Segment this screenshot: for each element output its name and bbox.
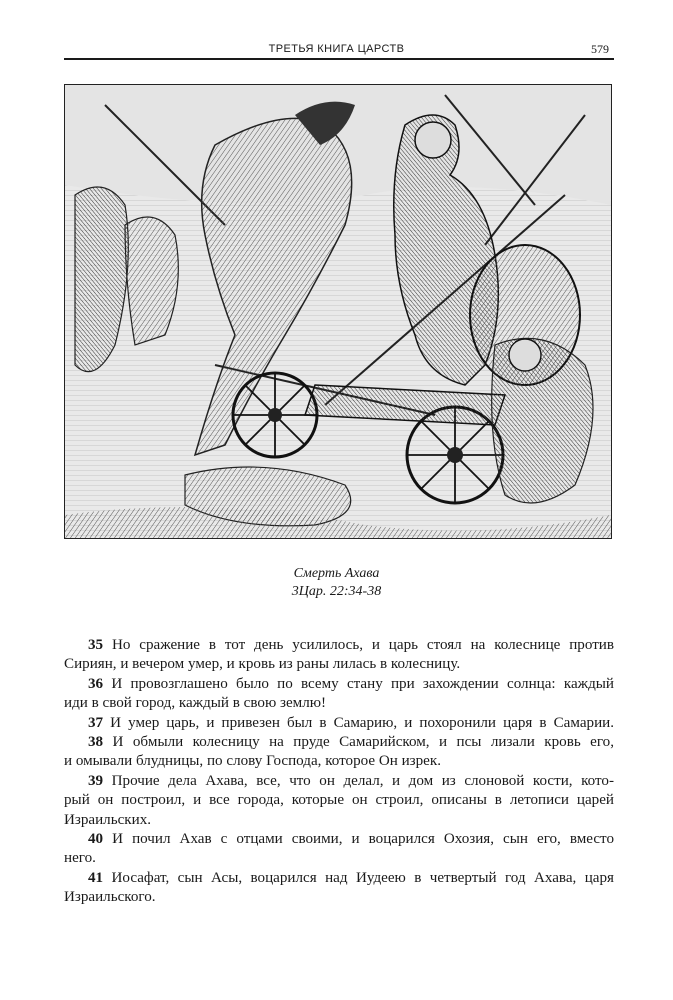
verse-number: 37 <box>88 714 104 731</box>
verse-line: 38 И обмыли колесницу на пруде Самарийском, и псы лизали кровь его, <box>88 734 614 751</box>
verse-line: Израильского. <box>64 889 156 906</box>
running-header-title: ТРЕТЬЯ КНИГА ЦАРСТВ <box>268 43 405 55</box>
verse-line: 36 И провозглашено было по всему стану при захождении солнца: каждый <box>88 675 614 692</box>
verse-number: 36 <box>88 675 104 692</box>
verse-39 <box>64 772 614 830</box>
verse-line: 40 И почил Ахав с отцами своими, и воцарился Охозия, сын его, вместо <box>88 831 614 848</box>
verse-line: Израильских. <box>64 811 152 828</box>
verse-35 <box>64 636 614 675</box>
verse-number: 38 <box>88 734 104 751</box>
verse-number: 35 <box>88 637 104 653</box>
header-rule <box>64 58 614 60</box>
verse-number: 41 <box>88 869 104 886</box>
verse-line: него. <box>64 850 96 867</box>
verse-36 <box>64 675 614 714</box>
page-number: 579 <box>591 42 609 56</box>
verse-line: иди в свой город, каждый в свою землю! <box>64 695 327 712</box>
verse-line: 35 Но сражение в тот день усилилось, и царь стоял на колеснице против <box>88 637 614 653</box>
verse-line: 37 И умер царь, и привезен был в Самарию, и похоронили царя в Самарии. <box>88 714 614 731</box>
engraving-illustration <box>64 84 612 539</box>
verse-38 <box>64 733 614 772</box>
caption-title: Смерть Ахава <box>293 566 380 581</box>
verse-line: Сириян, и вечером умер, и кровь из раны лилась в колесницу. <box>64 656 461 673</box>
verse-line: 39 Прочие дела Ахава, все, что он делал, и дом из слоновой кости, кото- <box>88 772 614 789</box>
verse-number: 40 <box>88 831 104 848</box>
verse-line: 41 Иосафат, сын Асы, воцарился над Иудеею в четвертый год Ахава, царя <box>88 869 614 886</box>
verse-line: рый он построил, и все города, которые он строил, описаны в летописи царей <box>64 792 614 809</box>
verse-41 <box>64 869 614 908</box>
verses-text <box>64 636 614 908</box>
verse-37 <box>64 714 614 733</box>
verse-number: 39 <box>88 772 104 789</box>
verse-40 <box>64 830 614 869</box>
verse-line: и омывали блудницы, по слову Господа, которое Он изрек. <box>64 753 441 770</box>
caption-reference: 3Цар. 22:34-38 <box>291 584 382 599</box>
